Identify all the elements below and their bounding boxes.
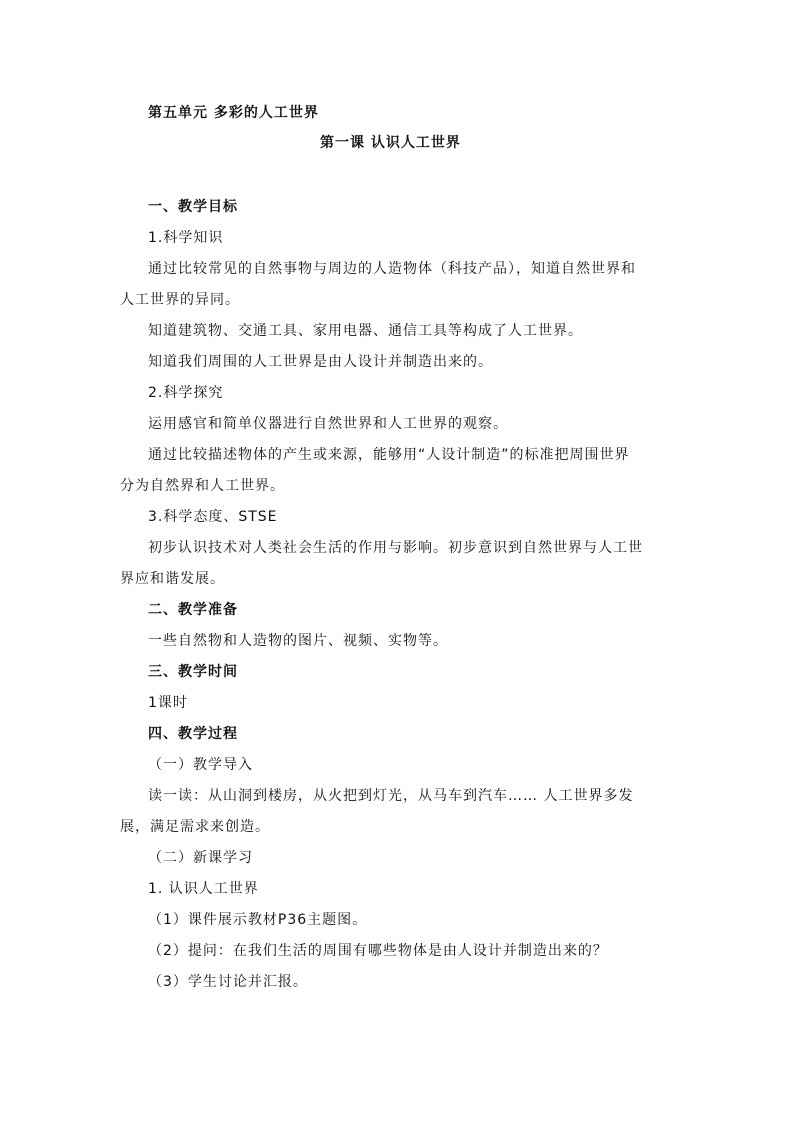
list-item: （3）学生讨论并汇报。 — [148, 974, 308, 990]
subheading-attitude: 3.科学态度、STSE — [148, 509, 278, 525]
paragraph-line: 知道我们周围的人工世界是由人设计并制造出来的。 — [148, 354, 493, 370]
subheading-knowledge: 1.科学知识 — [148, 230, 224, 246]
paragraph-line: 知道建筑物、交通工具、家用电器、通信工具等构成了人工世界。 — [148, 323, 583, 339]
section-heading-process: 四、教学过程 — [148, 726, 238, 742]
paragraph-line: 展，满足需求来创造。 — [120, 819, 270, 835]
paragraph-line: 读一读：从山洞到楼房，从火把到灯光，从马车到汽车…… 人工世界多发 — [148, 788, 634, 804]
paragraph-line: 通过比较描述物体的产生或来源，能够用“人设计制造”的标准把周围世界 — [148, 447, 630, 463]
subheading-item: 1. 认识人工世界 — [148, 881, 259, 897]
paragraph-line: 界应和谐发展。 — [120, 571, 225, 587]
subheading-new-lesson: （二）新课学习 — [148, 850, 253, 866]
paragraph-line: 一些自然物和人造物的图片、视频、实物等。 — [148, 633, 448, 649]
subheading-introduction: （一）教学导入 — [148, 757, 253, 773]
paragraph-line: 初步认识技术对人类社会生活的作用与影响。初步意识到自然世界与人工世 — [148, 540, 643, 556]
lesson-title: 第一课 认识人工世界 — [320, 135, 461, 151]
subheading-inquiry: 2.科学探究 — [148, 385, 224, 401]
section-heading-preparation: 二、教学准备 — [148, 602, 238, 618]
list-item: （1）课件展示教材P36主题图。 — [148, 912, 368, 928]
paragraph-line: 运用感官和简单仪器进行自然世界和人工世界的观察。 — [148, 416, 508, 432]
unit-title: 第五单元 多彩的人工世界 — [148, 105, 319, 121]
paragraph-line: 分为自然界和人工世界。 — [120, 478, 285, 494]
paragraph-line: 人工世界的异同。 — [120, 292, 240, 308]
paragraph-line: 1课时 — [148, 695, 188, 711]
section-heading-objectives: 一、教学目标 — [148, 199, 238, 215]
list-item: （2）提问：在我们生活的周围有哪些物体是由人设计并制造出来的？ — [148, 943, 608, 959]
paragraph-line: 通过比较常见的自然事物与周边的人造物体（科技产品），知道自然世界和 — [148, 261, 636, 277]
section-heading-time: 三、教学时间 — [148, 664, 238, 680]
